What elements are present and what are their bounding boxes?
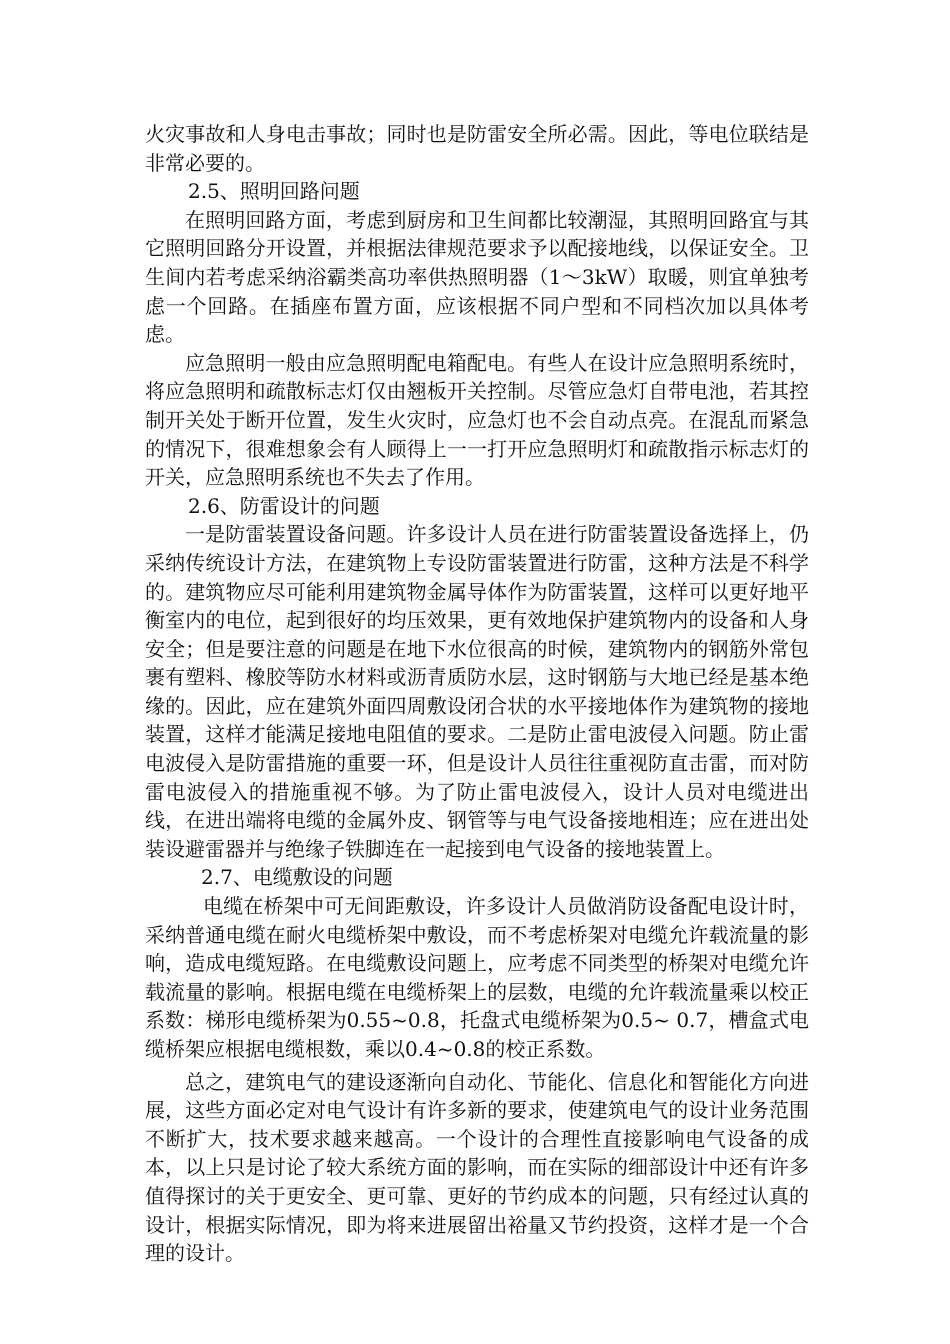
section-heading-2-5: 2.5、照明回路问题	[188, 179, 360, 204]
lighting-circuit-paragraph: 在照明回路方面，考虑到厨房和卫生间都比较潮湿，其照明回路宜与其它照明回路分开设置，并根据法律规范要求予以配接地线，以保证安全。卫生间内若考虑采纳浴霸类高功率供热照明器（1～3kW）取暖，则宜单独考虑一个回路。在插座布置方面，应该根据不同户型和不同档次加以具体考虑。	[145, 207, 809, 347]
cable-laying-paragraph: 电缆在桥架中可无间距敷设，许多设计人员做消防设备配电设计时，采纳普通电缆在耐火电缆桥架中敷设，而不考虑桥架对电缆允许载流量的影响，造成电缆短路。在电缆敷设问题上，应考虑不同类型的桥架对电缆允许载流量的影响。根据电缆在电缆桥架上的层数，电缆的允许载流量乘以校正系数：梯形电缆桥架为0.55~0.8，托盘式电缆桥架为0.5~ 0.7，槽盒式电缆桥架应根据电缆根数，乘以0.4~0.8的校正系数。	[145, 894, 809, 1061]
lightning-protection-paragraph: 一是防雷装置设备问题。许多设计人员在进行防雷装置设备选择上，仍采纳传统设计方法，在建筑物上专设防雷装置进行防雷，这种方法是不科学的。建筑物应尽可能利用建筑物金属导体作为防雷装置，这样可以更好地平衡室内的电位，起到很好的均压效果，更有效地保护建筑物内的设备和人身安全；但是要注意的问题是在地下水位很高的时候，建筑物内的钢筋外常包裹有塑料、橡胶等防水材料或沥青质防水层，这时钢筋与大地已经是基本绝缘的。因此，应在建筑外面四周敷设闭合状的水平接地体作为建筑物的接地装置，这样才能满足接地电阻值的要求。二是防止雷电波侵入问题。防止雷电波侵入是防雷措施的重要一环，但是设计人员往往重视防直击雷，而对防雷电波侵入的措施重视不够。为了防止雷电波侵入，设计人员对电缆进出线，在进出端将电缆的金属外皮、钢管等与电气设备接地相连；应在进出处装设避雷器并与绝缘子铁脚连在一起接到电气设备的接地装置上。	[145, 522, 809, 861]
section-heading-2-6: 2.6、防雷设计的问题	[188, 493, 380, 518]
section-heading-2-7: 2.7、电缆敷设的问题	[201, 865, 393, 890]
document-body	[145, 120, 809, 1268]
emergency-lighting-paragraph: 应急照明一般由应急照明配电箱配电。有些人在设计应急照明系统时，将应急照明和疏散标志灯仅由翘板开关控制。尽管应急灯自带电池，若其控制开关处于断开位置，发生火灾时，应急灯也不会自动点亮。在混乱而紧急的情况下，很难想象会有人顾得上一一打开应急照明灯和疏散指示标志灯的开关，应急照明系统也不失去了作用。	[145, 350, 809, 490]
conclusion-paragraph: 总之，建筑电气的建设逐渐向自动化、节能化、信息化和智能化方向进展，这些方面必定对电气设计有许多新的要求，使建筑电气的设计业务范围不断扩大，技术要求越来越高。一个设计的合理性直接影响电气设备的成本，以上只是讨论了较大系统方面的影响，而在实际的细部设计中还有许多值得探讨的关于更安全、更可靠、更好的节约成本的问题，只有经过认真的设计，根据实际情况，即为将来进展留出裕量又节约投资，这样才是一个合理的设计。	[145, 1069, 809, 1266]
continuation-paragraph: 火灾事故和人身电击事故；同时也是防雷安全所必需。因此，等电位联结是非常必要的。	[145, 122, 809, 175]
